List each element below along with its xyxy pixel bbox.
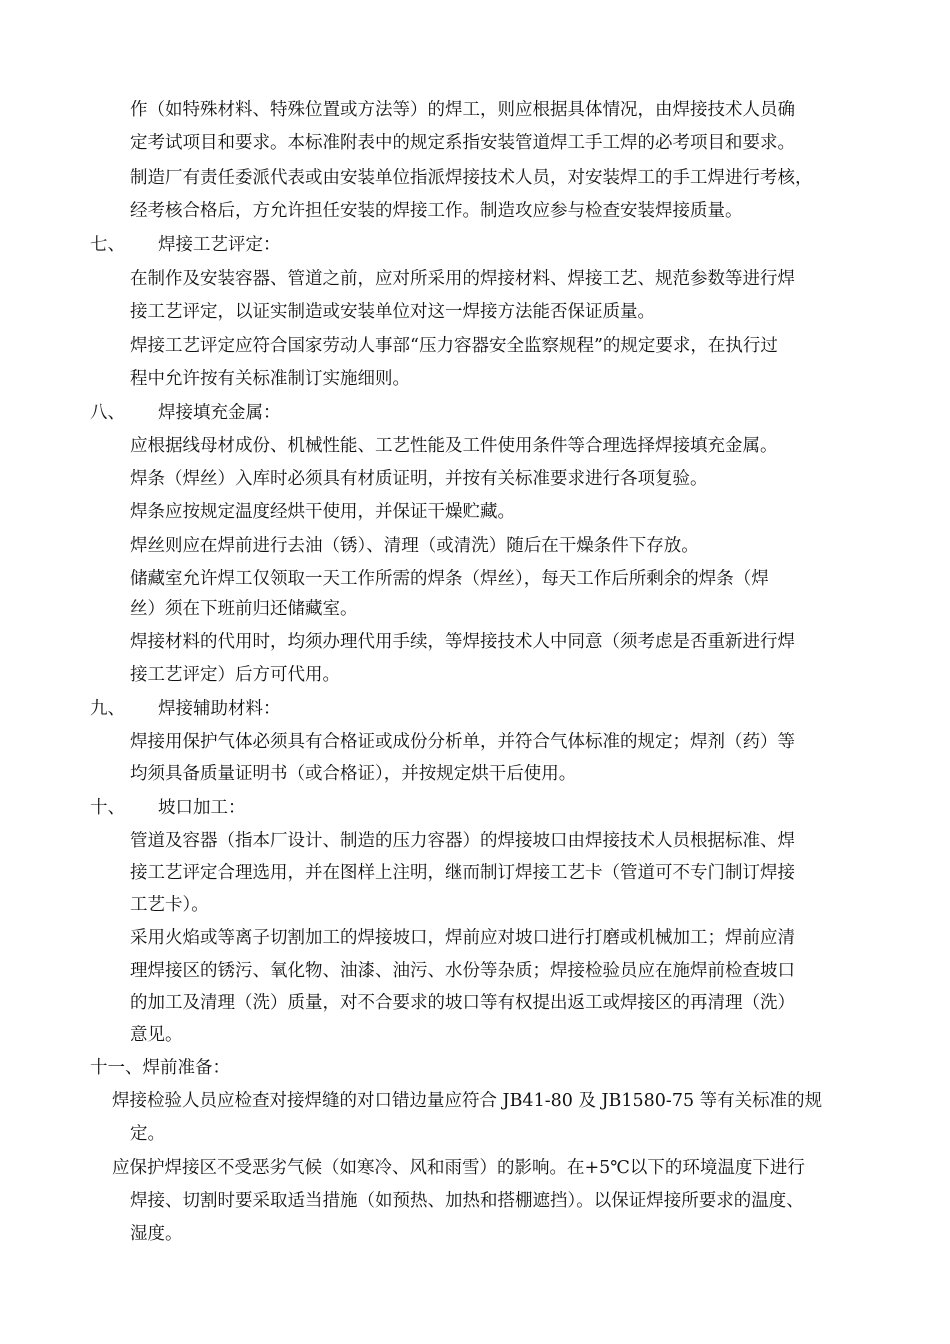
paragraph-line: 焊接检验人员应检查对接焊缝的对口错边量应符合 JB41-80 及 JB1580-75 等有关标准的规 — [112, 1091, 823, 1111]
paragraph-line: 制造厂有责任委派代表或由安装单位指派焊接技术人员，对安装焊工的手工焊进行考核， — [130, 168, 813, 188]
paragraph-line: 接工艺评定合理选用，并在图样上注明，继而制订焊接工艺卡（管道可不专门制订焊接 — [130, 863, 795, 883]
paragraph-line: 在制作及安装容器、管道之前，应对所采用的焊接材料、焊接工艺、规范参数等进行焊 — [130, 269, 795, 289]
section-title: 焊接辅助材料： — [158, 699, 281, 719]
section-title: 坡口加工： — [158, 798, 246, 818]
paragraph-line: 作（如特殊材料、特殊位置或方法等）的焊工，则应根据具体情况，由焊接技术人员确 — [130, 100, 795, 120]
paragraph-line: 焊接、切割时要采取适当措施（如预热、加热和搭棚遮挡）。以保证焊接所要求的温度、 — [130, 1191, 804, 1211]
paragraph-line: 焊接工艺评定应符合国家劳动人事部“压力容器安全监察规程”的规定要求，在执行过 — [130, 336, 778, 356]
section-title: 焊接填充金属： — [158, 403, 281, 423]
paragraph-line: 丝）须在下班前归还储藏室。 — [130, 599, 358, 619]
paragraph-line: 均须具备质量证明书（或合格证），并按规定烘干后使用。 — [130, 764, 577, 784]
paragraph-line: 经考核合格后，方允许担任安装的焊接工作。制造攻应参与检查安装焊接质量。 — [130, 201, 743, 221]
paragraph-line: 接工艺评定，以证实制造或安装单位对这一焊接方法能否保证质量。 — [130, 302, 655, 322]
paragraph-line: 储藏室允许焊工仅领取一天工作所需的焊条（焊丝），每天工作后所剩余的焊条（焊 — [130, 569, 769, 589]
paragraph-line: 的加工及清理（洗）质量，对不合要求的坡口等有权提出返工或焊接区的再清理（洗） — [130, 993, 795, 1013]
paragraph-line: 湿度。 — [130, 1224, 183, 1244]
paragraph-line: 焊条（焊丝）入库时必须具有材质证明，并按有关标准要求进行各项复验。 — [130, 469, 708, 489]
section-number: 十、 — [90, 798, 125, 818]
paragraph-line: 工艺卡）。 — [130, 895, 209, 915]
paragraph-line: 焊丝则应在焊前进行去油（锈）、清理（或清洗）随后在干燥条件下存放。 — [130, 536, 699, 556]
paragraph-line: 意见。 — [130, 1025, 183, 1045]
paragraph-line: 焊接用保护气体必须具有合格证或成份分析单，并符合气体标准的规定；焊剂（药）等 — [130, 732, 795, 752]
section-heading-10 — [90, 796, 246, 820]
paragraph-line: 应根据线母材成份、机械性能、工艺性能及工件使用条件等合理选择焊接填充金属。 — [130, 436, 778, 456]
paragraph-line: 焊条应按规定温度经烘干使用，并保证干燥贮藏。 — [130, 502, 515, 522]
paragraph-line: 管道及容器（指本厂设计、制造的压力容器）的焊接坡口由焊接技术人员根据标准、焊 — [130, 831, 795, 851]
paragraph-line: 接工艺评定）后方可代用。 — [130, 665, 340, 685]
section-heading-9 — [90, 697, 281, 721]
section-number: 七、 — [90, 235, 125, 255]
paragraph-line: 采用火焰或等离子切割加工的焊接坡口，焊前应对坡口进行打磨或机械加工；焊前应清 — [130, 928, 795, 948]
section-heading-7 — [90, 233, 281, 257]
section-heading-8 — [90, 401, 281, 425]
paragraph-line: 焊接材料的代用时，均须办理代用手续，等焊接技术人中同意（须考虑是否重新进行焊 — [130, 632, 795, 652]
paragraph-line: 理焊接区的锈污、氧化物、油漆、油污、水份等杂质；焊接检验员应在施焊前检查坡口 — [130, 961, 795, 981]
paragraph-line: 定考试项目和要求。本标准附表中的规定系指安装管道焊工手工焊的必考项目和要求。 — [130, 133, 795, 153]
paragraph-line: 应保护焊接区不受恶劣气候（如寒冷、风和雨雪）的影响。在+5℃以下的环境温度下进行 — [112, 1158, 805, 1178]
paragraph-line: 程中允许按有关标准制订实施细则。 — [130, 369, 410, 389]
paragraph-line: 定。 — [130, 1124, 165, 1144]
section-number: 九、 — [90, 699, 125, 719]
section-title: 焊接工艺评定： — [158, 235, 281, 255]
section-heading-11: 十一、焊前准备： — [90, 1058, 230, 1078]
section-number: 八、 — [90, 403, 125, 423]
